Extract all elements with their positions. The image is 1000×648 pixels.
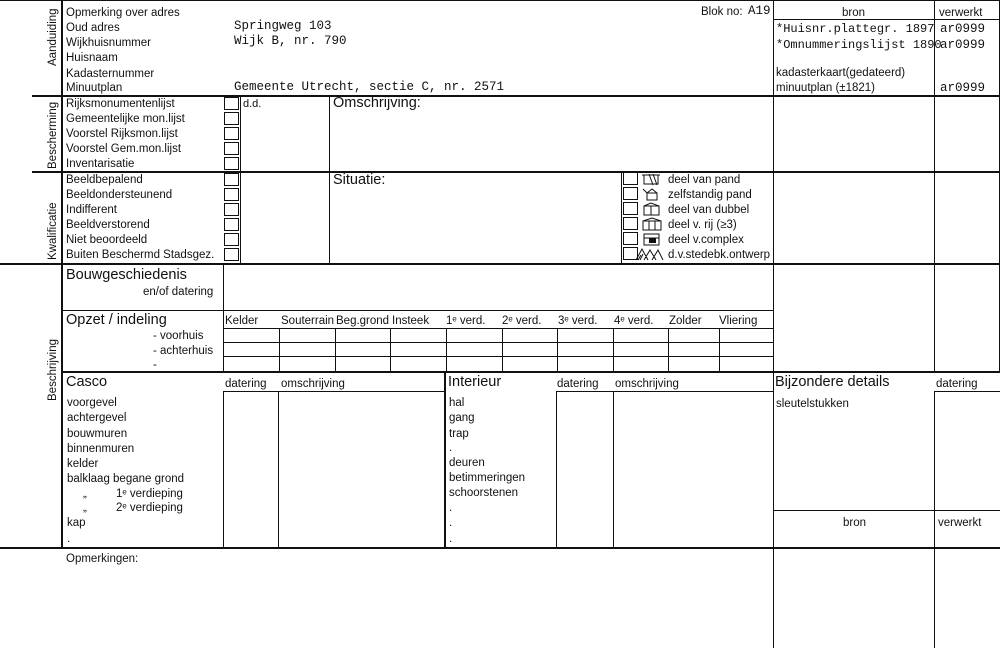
casco-item-extra: .: [67, 533, 71, 545]
bouwgeschiedenis-title: Bouwgeschiedenis: [66, 267, 187, 283]
option-deel-v-rij: deel v. rij (≥3): [668, 219, 737, 231]
divider-kwalificatie: [0, 263, 1000, 265]
interieur-item-dot-2: .: [449, 502, 453, 514]
interieur-item-trap: trap: [449, 428, 469, 440]
label-dd: d.d.: [243, 98, 262, 110]
situatie-options-line: [621, 172, 622, 264]
checkbox-niet-beoordeeld[interactable]: [224, 233, 239, 246]
opzet-col-zolder: Zolder: [669, 315, 702, 327]
casco-item-kelder: kelder: [67, 458, 99, 470]
opzet-col: [719, 328, 720, 371]
opzet-row-2: [223, 342, 774, 343]
opzet-col-1e-verd: 1ᵉ verd.: [446, 315, 486, 327]
checkbox-voorstel-gem[interactable]: [224, 142, 239, 155]
interieur-header-rule: [556, 391, 773, 392]
bron-entry-1: *Huisnr.plattegr. 1897: [776, 22, 935, 36]
dv-stedebk-icon: [634, 247, 664, 261]
bron-header: bron: [842, 7, 866, 19]
checkbox-deel-van-pand[interactable]: [623, 172, 638, 185]
opzet-row-3: [223, 356, 774, 357]
opzet-row-1: [223, 328, 774, 329]
bron-column-line: [773, 0, 774, 648]
verwerkt-entry-4: ar0999: [940, 81, 986, 95]
opzet-col: [446, 328, 447, 371]
casco-item-voorgevel: voorgevel: [67, 397, 117, 409]
opzet-col-beg-grond: Beg.grond: [336, 315, 390, 327]
casco-ditto-1: „: [83, 488, 87, 500]
option-deel-v-complex: deel v.complex: [668, 234, 744, 246]
checkbox-indifferent[interactable]: [224, 203, 239, 216]
interieur-col-datering: datering: [557, 378, 599, 390]
casco-header-rule: [223, 391, 445, 392]
option-dv-stedebk: d.v.stedebk.ontwerp: [668, 249, 771, 261]
verwerkt-entry-1: ar0999: [940, 22, 986, 36]
opzet-col: [668, 328, 669, 371]
interieur-item-dot-3: .: [449, 517, 453, 529]
divider-bouwgeschiedenis: [62, 310, 774, 311]
checkbox-deel-v-rij[interactable]: [623, 217, 638, 230]
bron-entry-3: kadasterkaart(gedateerd): [776, 67, 906, 79]
opzet-row-extra: -: [153, 359, 157, 371]
interieur-datering-line: [556, 391, 557, 548]
interieur-left-line: [444, 372, 446, 548]
label-indifferent: Indifferent: [66, 204, 117, 216]
checkbox-gemeentelijke-mon[interactable]: [224, 112, 239, 125]
interieur-item-hal: hal: [449, 397, 465, 409]
option-deel-van-pand: deel van pand: [668, 174, 741, 186]
opmerkingen-label: Opmerkingen:: [66, 553, 139, 565]
opzet-col-4e-verd: 4ᵉ verd.: [614, 315, 654, 327]
label-column-line: [61, 0, 63, 263]
bijz-verwerkt-line: [934, 511, 935, 648]
opzet-col: [335, 328, 336, 371]
opzet-row-voorhuis: - voorhuis: [153, 330, 204, 342]
side-label-kwalificatie: Kwalificatie: [47, 202, 59, 260]
checkbox-deel-van-dubbel[interactable]: [623, 202, 638, 215]
opzet-col: [502, 328, 503, 371]
checkbox-deel-v-complex[interactable]: [623, 232, 638, 245]
option-zelfstandig-pand: zelfstandig pand: [668, 189, 752, 201]
label-column-line-lower: [61, 263, 63, 548]
checkbox-buiten-beschermd[interactable]: [224, 248, 239, 261]
label-beeldbepalend: Beeldbepalend: [66, 174, 143, 186]
checkbox-voorstel-rijksmon[interactable]: [224, 127, 239, 140]
interieur-item-dot-4: .: [449, 533, 453, 545]
divider-opzet: [62, 371, 1000, 373]
casco-ditto-2: „: [83, 502, 87, 514]
interieur-title: Interieur: [448, 374, 502, 390]
side-label-aanduiding: Aanduiding: [47, 8, 59, 66]
bron-rule: [774, 95, 1000, 96]
bijzondere-title: Bijzondere details: [775, 374, 890, 390]
label-beeldverstorend: Beeldverstorend: [66, 219, 150, 231]
casco-title: Casco: [66, 374, 108, 390]
opzet-col-kelder: Kelder: [225, 315, 259, 327]
interieur-omschrijving-line: [613, 391, 614, 548]
interieur-item-betimmeringen: betimmeringen: [449, 472, 526, 484]
casco-omschrijving-line: [278, 391, 279, 548]
divider-bescherming: [32, 171, 1000, 173]
opzet-row-achterhuis: - achterhuis: [153, 345, 214, 357]
divider-casco: [0, 547, 1000, 549]
label-buiten-beschermd: Buiten Beschermd Stadsgez.: [66, 249, 215, 261]
casco-item-bouwmuren: bouwmuren: [67, 428, 128, 440]
opzet-col: [557, 328, 558, 371]
bijz-datering-line: [934, 392, 935, 510]
casco-datering-line: [223, 391, 224, 548]
interieur-item-schoorstenen: schoorstenen: [449, 487, 519, 499]
bijzondere-item-sleutelstukken: sleutelstukken: [776, 398, 849, 410]
checkbox-beeldondersteunend[interactable]: [224, 188, 239, 201]
value-oud-adres: Springweg 103: [234, 19, 332, 33]
label-huisnaam: Huisnaam: [66, 52, 118, 64]
label-opmerking-adres: Opmerking over adres: [66, 7, 180, 19]
label-kadasternummer: Kadasternummer: [66, 68, 155, 80]
opzet-col-3e-verd: 3ᵉ verd.: [558, 315, 598, 327]
bron-entry-4: minuutplan (±1821): [776, 82, 876, 94]
label-voorstel-rijksmon: Voorstel Rijksmon.lijst: [66, 128, 178, 140]
bijz-footer-rule: [774, 510, 1000, 511]
checkbox-rijksmonumentenlijst[interactable]: [224, 97, 239, 110]
interieur-item-dot-1: .: [449, 442, 453, 454]
label-niet-beoordeeld: Niet beoordeeld: [66, 234, 148, 246]
deel-van-dubbel-icon: [641, 202, 663, 216]
bijz-header-rule: [934, 391, 1000, 392]
label-omschrijving: Omschrijving:: [333, 95, 421, 111]
opzet-title: Opzet / indeling: [66, 312, 167, 328]
option-deel-van-dubbel: deel van dubbel: [668, 204, 750, 216]
interieur-col-omschrijving: omschrijving: [615, 378, 679, 390]
verwerkt-entry-2: ar0999: [940, 38, 986, 52]
value-kadaster: Gemeente Utrecht, sectie C, nr. 2571: [234, 80, 505, 94]
interieur-item-gang: gang: [449, 412, 475, 424]
label-rijksmonumentenlijst: Rijksmonumentenlijst: [66, 98, 175, 110]
label-oud-adres: Oud adres: [66, 22, 120, 34]
label-gemeentelijke-mon: Gemeentelijke mon.lijst: [66, 113, 185, 125]
side-label-beschrijving: Beschrijving: [47, 339, 59, 401]
checkbox-beeldbepalend[interactable]: [224, 173, 239, 186]
opzet-col-vliering: Vliering: [719, 315, 758, 327]
label-situatie: Situatie:: [333, 172, 386, 188]
blok-value: A19: [748, 4, 771, 18]
bijzondere-footer-bron: bron: [843, 517, 867, 529]
verwerkt-header: verwerkt: [939, 7, 983, 19]
situatie-column-line: [329, 172, 330, 264]
top-border: [0, 0, 1000, 1]
casco-item-achtergevel: achtergevel: [67, 412, 127, 424]
casco-item-1e-verdieping: 1ᵉ verdieping: [116, 488, 183, 500]
deel-v-complex-icon: [641, 232, 663, 246]
label-minuutplan: Minuutplan: [66, 82, 123, 94]
checkbox-column-line: [240, 96, 241, 263]
verwerkt-column-line: [934, 0, 935, 371]
side-label-bescherming: Bescherming: [47, 101, 59, 169]
checkbox-zelfstandig-pand[interactable]: [623, 187, 638, 200]
blok-label: Blok no:: [701, 6, 743, 18]
bijzondere-footer-verwerkt: verwerkt: [938, 517, 982, 529]
opzet-col: [613, 328, 614, 371]
casco-col-omschrijving: omschrijving: [281, 378, 345, 390]
bouwgeschiedenis-sub: en/of datering: [143, 286, 214, 298]
zelfstandig-pand-icon: [641, 187, 663, 201]
label-inventarisatie: Inventarisatie: [66, 158, 135, 170]
value-wijkhuisnummer: Wijk B, nr. 790: [234, 34, 347, 48]
opzet-col: [279, 328, 280, 371]
opzet-col: [390, 328, 391, 371]
label-beeldondersteunend: Beeldondersteunend: [66, 189, 173, 201]
dd-column-line: [329, 96, 330, 172]
casco-item-kap: kap: [67, 517, 86, 529]
casco-item-balklaag: balklaag begane grond: [67, 473, 185, 485]
opzet-col-insteek: Insteek: [392, 315, 430, 327]
deel-v-rij-icon: [641, 217, 663, 231]
label-voorstel-gem: Voorstel Gem.mon.lijst: [66, 143, 182, 155]
bijzondere-col-datering: datering: [936, 378, 978, 390]
deel-van-pand-icon: [641, 172, 663, 186]
casco-col-datering: datering: [225, 378, 267, 390]
interieur-item-deuren: deuren: [449, 457, 485, 469]
bouwgeschiedenis-line: [223, 264, 224, 311]
casco-item-binnenmuren: binnenmuren: [67, 443, 135, 455]
opzet-col-2e-verd: 2ᵉ verd.: [502, 315, 542, 327]
checkbox-inventarisatie[interactable]: [224, 157, 239, 170]
bron-entry-2: *Omnummeringslijst 1890: [776, 38, 942, 52]
checkbox-beeldverstorend[interactable]: [224, 218, 239, 231]
opzet-col-souterrain: Souterrain: [281, 315, 335, 327]
casco-item-2e-verdieping: 2ᵉ verdieping: [116, 502, 183, 514]
label-wijkhuisnummer: Wijkhuisnummer: [66, 37, 151, 49]
